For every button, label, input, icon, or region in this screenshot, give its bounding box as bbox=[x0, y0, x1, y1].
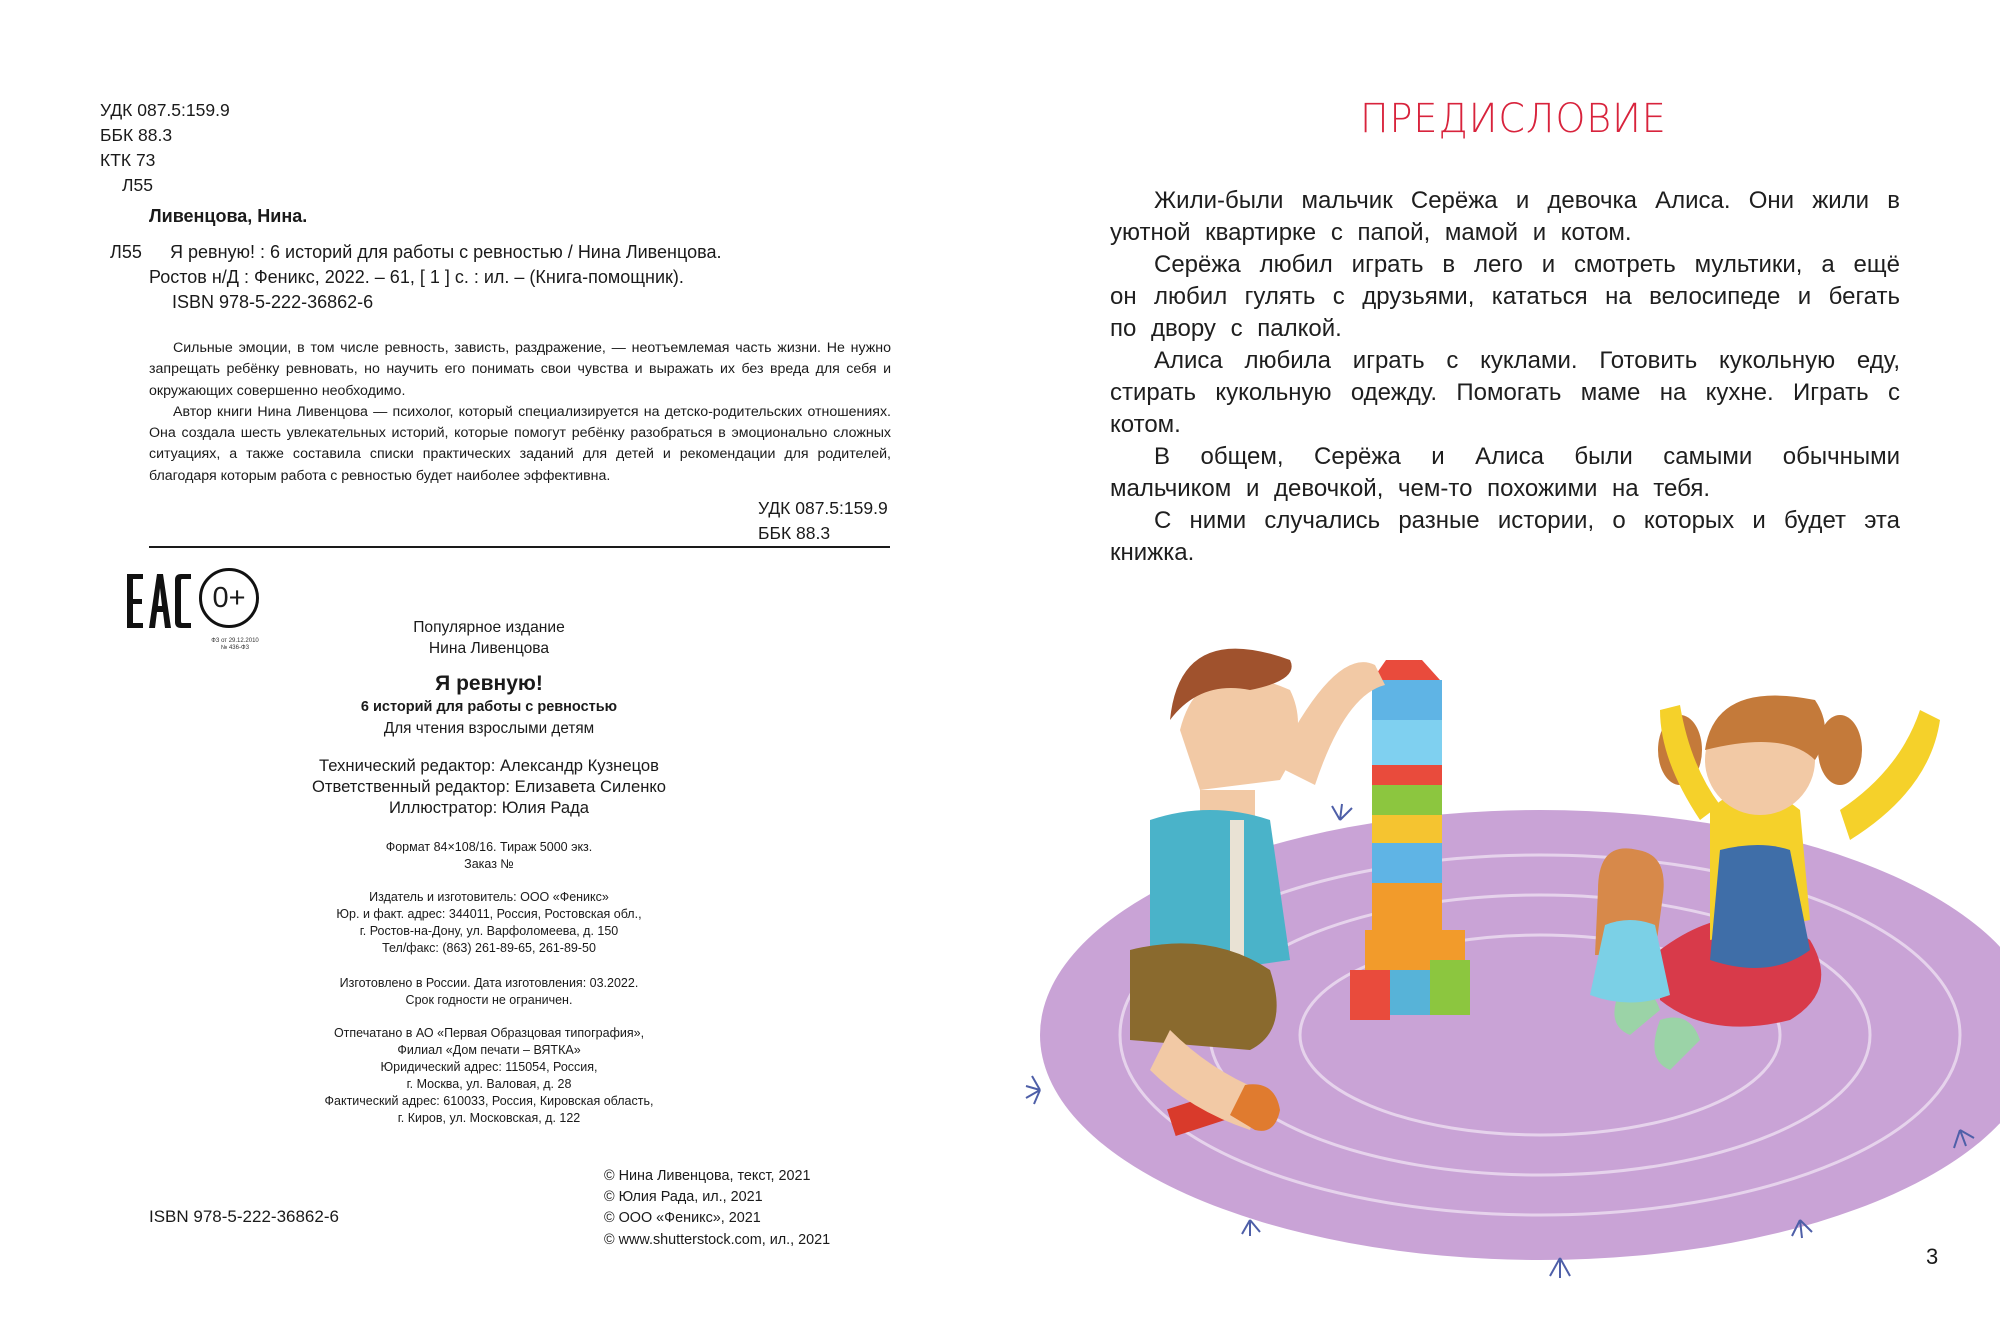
classification-codes bbox=[100, 98, 230, 198]
edition-block bbox=[249, 617, 729, 739]
udk-code: УДК 087.5:159.9 bbox=[100, 100, 230, 120]
udk-code-right: УДК 087.5:159.9 bbox=[758, 498, 888, 518]
order-line: Заказ № bbox=[464, 857, 514, 871]
divider-line bbox=[149, 546, 890, 548]
printer-info bbox=[249, 1025, 729, 1127]
manufacture-line: Срок годности не ограничен. bbox=[405, 993, 573, 1007]
format-info bbox=[249, 839, 729, 873]
biblio-line-2: Ростов н/Д : Феникс, 2022. – 61, [ 1 ] с. : ил. – (Книга-помощник). bbox=[149, 267, 684, 287]
bibliographic-record bbox=[110, 240, 890, 315]
edition-author: Нина Ливенцова bbox=[428, 640, 550, 657]
publisher-line: Тел/факс: (863) 261-89-65, 261-89-50 bbox=[382, 941, 596, 955]
illustrator: Иллюстратор: Юлия Рада bbox=[388, 798, 590, 817]
story-paragraph: Жили-были мальчик Серёжа и девочка Алиса. Они жили в уютной квартирке с папой, мамой и котом. bbox=[1110, 187, 1900, 246]
bbk-code-right: ББК 88.3 bbox=[758, 523, 831, 543]
printer-line: Филиал «Дом печати – ВЯТКА» bbox=[397, 1043, 581, 1057]
publisher-line: Юр. и факт. адрес: 344011, Россия, Ростовская обл., bbox=[336, 907, 642, 921]
law-line-1: ФЗ от 29.12.2010 bbox=[211, 638, 259, 644]
age-rating: 0+ bbox=[212, 581, 246, 614]
printer-line: Фактический адрес: 610033, Россия, Кировская область, bbox=[324, 1094, 654, 1108]
publisher-info bbox=[249, 889, 729, 957]
biblio-code: Л55 bbox=[110, 242, 142, 262]
book-title: Я ревную! bbox=[435, 672, 543, 695]
author-sign: Л55 bbox=[122, 175, 153, 195]
author-heading: Ливенцова, Нина. bbox=[149, 206, 308, 226]
ktk-code: КТК 73 bbox=[100, 150, 156, 170]
isbn-bottom: ISBN 978-5-222-36862-6 bbox=[149, 1207, 339, 1226]
publisher-line: г. Ростов-на-Дону, ул. Варфоломеева, д. 150 bbox=[359, 924, 619, 938]
copyright-line: © ООО «Феникс», 2021 bbox=[604, 1210, 761, 1227]
printer-line: г. Москва, ул. Валовая, д. 28 bbox=[406, 1077, 572, 1091]
biblio-line-1: Я ревную! : 6 историй для работы с ревностью / Нина Ливенцова. bbox=[170, 242, 722, 262]
annotation-paragraph: Сильные эмоции, в том числе ревность, зависть, раздражение, — неотъемлемая часть жизни. Не нужно запрещать ребёнку ревновать, но научить его понимать свои чувства и выражать их без вреда для себя и окружающих совершенно необходимо. bbox=[149, 340, 891, 399]
children-playing-illustration bbox=[1020, 590, 2000, 1310]
manufacture-info bbox=[249, 975, 729, 1009]
responsible-editor: Ответственный редактор: Елизавета Силенко bbox=[311, 777, 667, 796]
printer-line: Отпечатано в АО «Первая Образцовая типография», bbox=[333, 1026, 645, 1040]
annotation bbox=[149, 338, 891, 487]
page-number: 3 bbox=[1926, 1244, 1939, 1269]
eac-logo-icon bbox=[125, 570, 195, 632]
copyright-line: © www.shutterstock.com, ил., 2021 bbox=[604, 1231, 831, 1248]
copyright-block bbox=[604, 1166, 830, 1251]
printer-line: г. Киров, ул. Московская, д. 122 bbox=[397, 1111, 581, 1125]
credits bbox=[249, 755, 729, 818]
preface-title: ПРЕДИСЛОВИЕ bbox=[1360, 96, 1667, 142]
printer-line: Юридический адрес: 115054, Россия, bbox=[380, 1060, 598, 1074]
book-subtitle: 6 историй для работы с ревностью bbox=[360, 699, 618, 715]
story-paragraph: В общем, Серёжа и Алиса были самыми обычными мальчиком и девочкой, чем-то похожими на тебя. bbox=[1110, 443, 1900, 502]
edition-type: Популярное издание bbox=[413, 619, 565, 636]
story-paragraph: Серёжа любил играть в лего и смотреть мультики, а ещё он любил гулять с друзьями, кататься на велосипеде и бегать по двору с палкой. bbox=[1110, 251, 1900, 342]
biblio-isbn: ISBN 978-5-222-36862-6 bbox=[172, 292, 374, 312]
audience: Для чтения взрослыми детям bbox=[383, 720, 595, 737]
law-line-2: № 436-ФЗ bbox=[220, 645, 250, 651]
manufacture-line: Изготовлено в России. Дата изготовления: 03.2022. bbox=[339, 976, 639, 990]
copyright-line: © Нина Ливенцова, текст, 2021 bbox=[604, 1168, 811, 1184]
doll-illustration bbox=[1590, 848, 1670, 1002]
copyright-line: © Юлия Рада, ил., 2021 bbox=[604, 1189, 763, 1206]
technical-editor: Технический редактор: Александр Кузнецов bbox=[319, 756, 659, 775]
bbk-code: ББК 88.3 bbox=[100, 125, 173, 145]
preface-text bbox=[1110, 185, 1900, 569]
classification-codes-right bbox=[758, 496, 888, 546]
publisher-line: Издатель и изготовитель: ООО «Феникс» bbox=[369, 890, 609, 904]
story-paragraph: Алиса любила играть с куклами. Готовить кукольную еду, стирать кукольную одежду. Помогать маме на кухне. Играть с котом. bbox=[1110, 347, 1900, 438]
format-line: Формат 84×108/16. Тираж 5000 экз. bbox=[385, 840, 593, 854]
story-paragraph: С ними случались разные истории, о которых и будет эта книжка. bbox=[1110, 507, 1900, 566]
annotation-paragraph: Автор книги Нина Ливенцова — психолог, который специализируется на детско-родительских отношениях. Она создала шесть увлекательных историй, которые помогут ребёнку разобраться в эмоционально сложных ситуациях, а также составила списки практических заданий для детей и рекомендации для родителей, благодаря которым работа с ревностью будет наиболее эффективна. bbox=[149, 403, 891, 484]
